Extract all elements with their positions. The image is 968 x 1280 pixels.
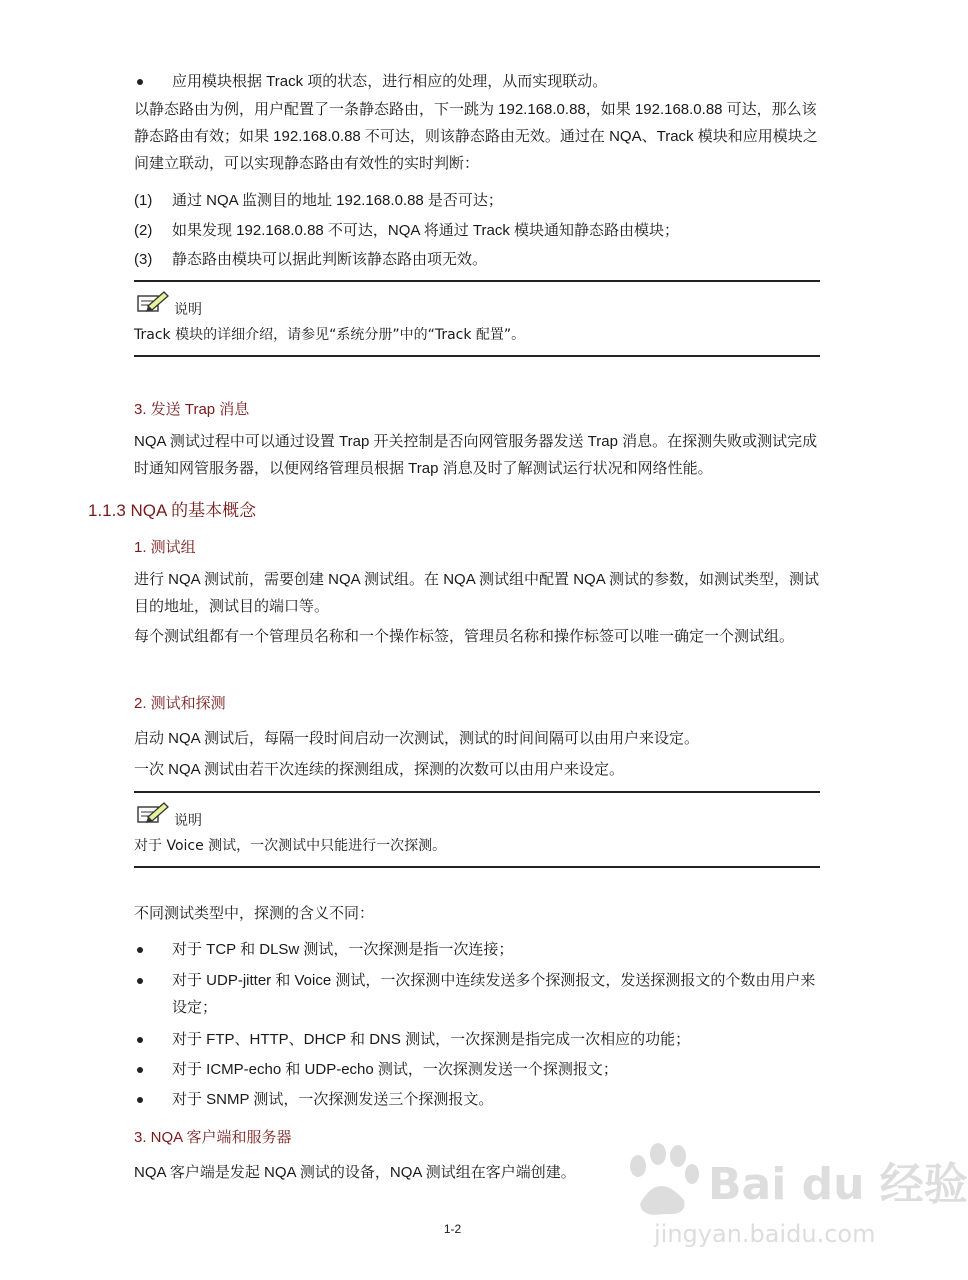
- top-bullet-text: 应用模块根据 Track 项的状态，进行相应的处理，从而实现联动。: [172, 73, 608, 90]
- note-text: 对于 Voice 测试，一次测试中只能进行一次探测。: [134, 838, 447, 854]
- probe-bullet-text: 对于 SNMP 测试，一次探测发送三个探测报文。: [172, 1091, 494, 1108]
- note-top-rule: [134, 280, 820, 282]
- note-top-rule: [134, 791, 820, 793]
- probe-bullet-text: 对于 TCP 和 DLSw 测试，一次探测是指一次连接；: [172, 941, 514, 958]
- watermark-url: jingyan.baidu.com: [654, 1220, 876, 1248]
- probe-bullet-text: 对于 UDP-jitter 和 Voice 测试，一次探测中连续发送多个探测报文，发送探测报文的个数由用户来设定；: [172, 972, 816, 1016]
- page-number: 1-2: [443, 1222, 462, 1236]
- step-number: (2): [134, 222, 153, 239]
- note-pencil-icon: [136, 290, 170, 314]
- trap-paragraph: NQA 测试过程中可以通过设置 Trap 开关控制是否向网管服务器发送 Trap 消息。在探测失败或测试完成时通知网管服务器，以便网络管理员根据 Trap 消息及时了解测试运行状况和网络性能。: [134, 433, 818, 477]
- bullet-dot: [137, 947, 143, 953]
- test-group-paragraph-1: 进行 NQA 测试前，需要创建 NQA 测试组。在 NQA 测试组中配置 NQA 测试的参数，如测试类型，测试目的地址，测试目的端口等。: [134, 571, 820, 615]
- bullet-dot: [137, 79, 143, 85]
- test-probe-line-2: 一次 NQA 测试由若干次连续的探测组成，探测的次数可以由用户来设定。: [134, 761, 625, 778]
- note-label: 说明: [174, 812, 202, 828]
- baidu-jingyan-watermark: [618, 1140, 968, 1260]
- section-heading-1-1-3: 1.1.3 NQA 的基本概念: [88, 501, 257, 520]
- bullet-dot: [137, 1037, 143, 1043]
- step-text: 静态路由模块可以据此判断该静态路由项无效。: [172, 251, 488, 268]
- step-number: (1): [134, 192, 153, 209]
- paw-logo-icon: [618, 1140, 704, 1220]
- probe-bullet-text: 对于 FTP、HTTP、DHCP 和 DNS 测试，一次探测是指完成一次相应的功能；: [172, 1031, 691, 1048]
- step-text: 如果发现 192.168.0.88 不可达，NQA 将通过 Track 模块通知静态路由模块；: [172, 222, 680, 239]
- note-bottom-rule: [134, 355, 820, 357]
- subsection-heading-client-server: 3. NQA 客户端和服务器: [134, 1129, 292, 1146]
- bullet-dot: [137, 978, 143, 984]
- bullet-dot: [137, 1067, 143, 1073]
- section-heading-trap: 3. 发送 Trap 消息: [134, 401, 250, 418]
- test-group-paragraph-2: 每个测试组都有一个管理员名称和一个操作标签，管理员名称和操作标签可以唯一确定一个测试组。: [134, 628, 795, 645]
- watermark-brand: Bai du 经验: [708, 1159, 968, 1210]
- bullet-dot: [137, 1097, 143, 1103]
- note-bottom-rule: [134, 866, 820, 868]
- subsection-heading-test-probe: 2. 测试和探测: [134, 695, 226, 712]
- intro-paragraph: 以静态路由为例，用户配置了一条静态路由，下一跳为 192.168.0.88，如果 192.168.0.88 可达，那么该静态路由有效；如果 192.168.0.88 不可达，则该静态路由无效。通过在 NQA、Track 模块和应用模块之间建立联动，可以实现静态路由有效性的实时判断：: [134, 101, 818, 172]
- subsection-heading-test-group: 1. 测试组: [134, 539, 196, 556]
- probe-bullet-text: 对于 ICMP-echo 和 UDP-echo 测试，一次探测发送一个探测报文；: [172, 1061, 618, 1078]
- note-text: Track 模块的详细介绍，请参见“系统分册”中的“Track 配置”。: [134, 327, 526, 343]
- note-pencil-icon: [136, 801, 170, 825]
- step-text: 通过 NQA 监测目的地址 192.168.0.88 是否可达；: [172, 192, 503, 209]
- step-number: (3): [134, 251, 153, 268]
- note-label: 说明: [174, 301, 202, 317]
- test-probe-line-1: 启动 NQA 测试后，每隔一段时间启动一次测试，测试的时间间隔可以由用户来设定。: [134, 730, 700, 747]
- probe-meaning-intro: 不同测试类型中，探测的含义不同：: [134, 905, 375, 922]
- client-server-paragraph: NQA 客户端是发起 NQA 测试的设备，NQA 测试组在客户端创建。: [134, 1164, 576, 1181]
